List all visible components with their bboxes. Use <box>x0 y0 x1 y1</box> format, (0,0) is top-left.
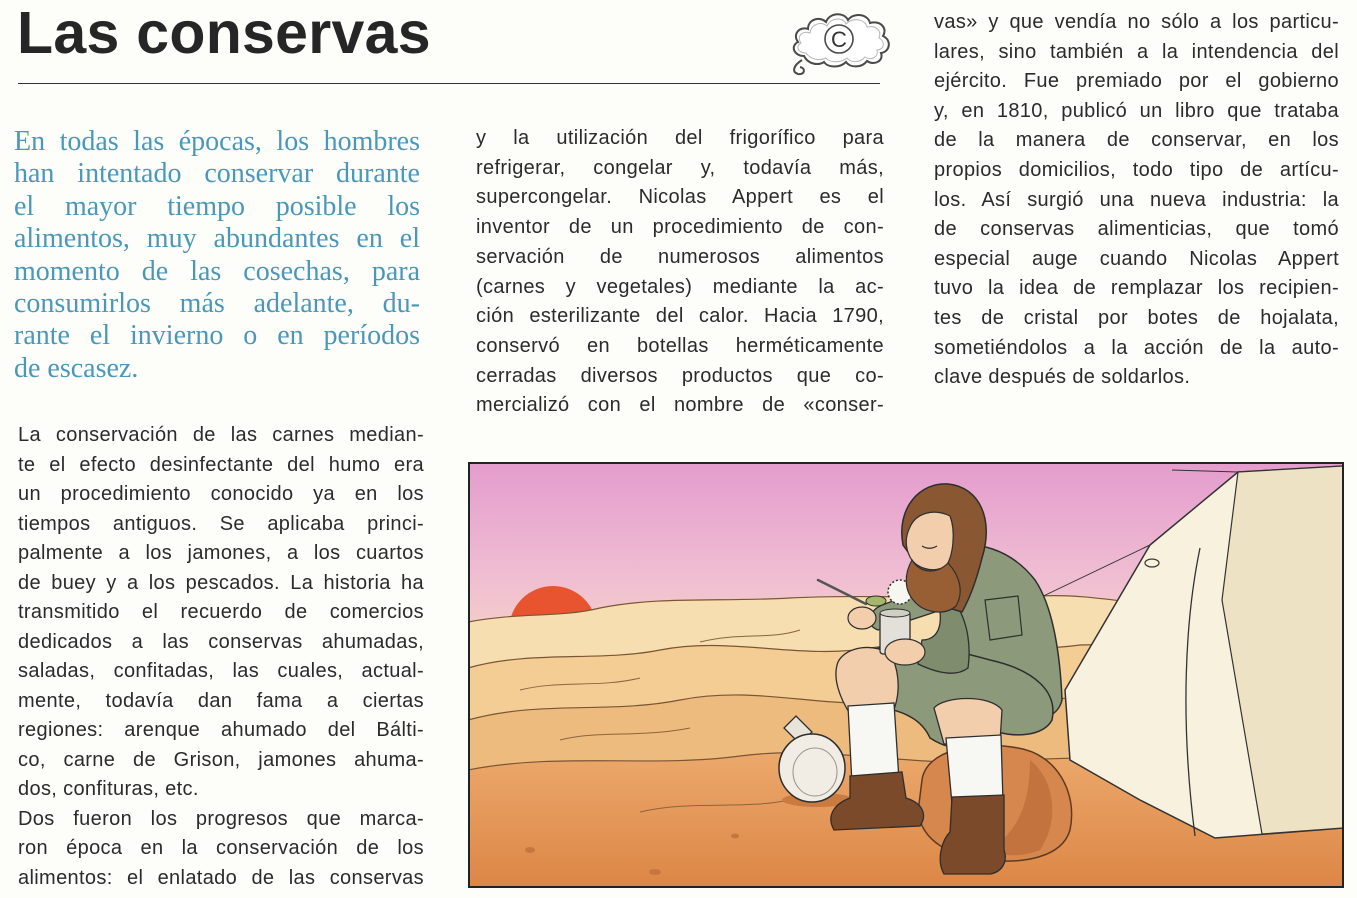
body-column-middle-line: servación de numerosos alimentos <box>476 245 884 268</box>
pebble <box>649 869 661 875</box>
body-column-middle-line: (carnes y vegetales) mediante la ac- <box>476 275 884 298</box>
title-rule <box>18 83 880 84</box>
body-column-right-line: y, en 1810, publicó un libro que trataba <box>934 99 1339 122</box>
body-column-right <box>934 8 1339 393</box>
man-right-sock <box>946 735 1003 804</box>
body-column-left-line: un procedimiento conocido ya en los <box>18 483 424 505</box>
body-column-right-line: especial auge cuando Nicolas Appert <box>934 247 1339 270</box>
body-column-middle-line: conservó en botellas herméticamente <box>476 334 884 357</box>
man-left-sock <box>848 703 899 784</box>
body-column-middle-line: refrigerar, congelar y, todavía más, <box>476 156 884 179</box>
body-column-middle-line: mercializó con el nombre de «conser- <box>476 394 884 417</box>
body-column-left-line: regiones: arenque ahumado del Bálti- <box>18 719 424 741</box>
intro-paragraph <box>14 126 420 385</box>
illustration-desert-camp <box>468 462 1344 888</box>
intro-paragraph-line: consumirlos más adelante, du- <box>14 288 420 320</box>
body-column-middle-line: y la utilización del frigorífico para <box>476 127 884 149</box>
body-column-right-line: de conservas alimenticias, que tomó <box>934 218 1339 241</box>
body-column-left-line: transmitido el recuerdo de comercios <box>18 601 424 623</box>
body-column-middle-line: supercongelar. Nicolas Appert es el <box>476 186 884 209</box>
intro-paragraph-line: de escasez. <box>14 352 139 384</box>
body-column-right-line: clave después de soldarlos. <box>934 366 1191 389</box>
man-left-hand <box>885 639 925 665</box>
body-column-left-line: co, carne de Grison, jamones ahuma- <box>18 748 424 771</box>
body-column-left-line: dedicados a las conservas ahumadas, <box>18 630 424 653</box>
intro-paragraph-line: momento de las cosechas, para <box>14 255 420 287</box>
body-column-right-line: tes de cristal por botes de hojalata, <box>934 306 1339 329</box>
body-column-middle-line: cerradas diversos productos que co- <box>476 364 884 387</box>
intro-paragraph-line: rante el invierno o en períodos <box>14 320 420 352</box>
body-column-right-line: tuvo la idea de remplazar los recipien- <box>934 277 1339 300</box>
body-column-left-line: dos, confituras, etc. <box>18 778 199 800</box>
body-column-right-line: propios domicilios, todo tipo de artícu- <box>934 158 1339 181</box>
body-column-left-line: saladas, confitadas, las cuales, actual- <box>18 660 424 682</box>
body-column-right-line: lares, sino también a la intendencia del <box>934 40 1339 63</box>
cloud-icon-tail <box>794 60 804 74</box>
body-column-right-line: de la manera de conservar, en los <box>934 129 1339 152</box>
body-column-left-line: te el efecto desinfectante del humo era <box>18 453 424 476</box>
food-can-rim <box>880 609 910 617</box>
intro-paragraph-line: alimentos, muy abundantes en el <box>14 223 420 255</box>
spoon-bowl <box>866 596 886 606</box>
body-column-middle-line: inventor de un procedimiento de con- <box>476 216 884 239</box>
body-column-left-line: Dos fueron los progresos que marca- <box>18 807 424 830</box>
body-column-left-line: de buey y a los pescados. La historia ha <box>18 571 424 594</box>
intro-paragraph-line: el mayor tiempo posible los <box>14 190 420 222</box>
body-column-left-line: palmente a los jamones, a los cuartos <box>18 542 424 564</box>
body-column-right-line: sometiéndolos a la acción de la auto- <box>934 336 1339 359</box>
body-column-left-line: mente, todavía dan fama a ciertas <box>18 689 424 712</box>
body-column-right-line: los. Así surgió una nueva industria: la <box>934 188 1339 211</box>
body-column-middle-line: ción esterilizante del calor. Hacia 1790, <box>476 305 884 328</box>
pebble <box>731 834 739 839</box>
body-column-left-line: La conservación de las carnes median- <box>18 424 424 446</box>
cloud-icon <box>784 8 896 76</box>
intro-paragraph-line: En todas las épocas, los hombres <box>14 126 420 157</box>
pebble <box>525 847 535 853</box>
article-title: Las conservas <box>17 0 431 66</box>
intro-paragraph-line: han intentado conservar durante <box>14 158 420 190</box>
body-column-right-line: vas» y que vendía no sólo a los particu- <box>934 11 1339 33</box>
body-column-left-line: tiempos antiguos. Se aplicaba princi- <box>18 512 424 535</box>
body-column-left-line: alimentos: el enlatado de las conservas <box>18 866 424 889</box>
body-column-middle <box>476 124 884 421</box>
man-right-hand <box>848 607 876 629</box>
body-column-right-line: ejército. Fue premiado por el gobierno <box>934 70 1339 93</box>
canteen-body <box>779 734 845 802</box>
body-column-left-line: ron época en la conservación de los <box>18 837 424 859</box>
badge-letter: C <box>831 27 847 52</box>
body-column-left <box>18 421 424 893</box>
